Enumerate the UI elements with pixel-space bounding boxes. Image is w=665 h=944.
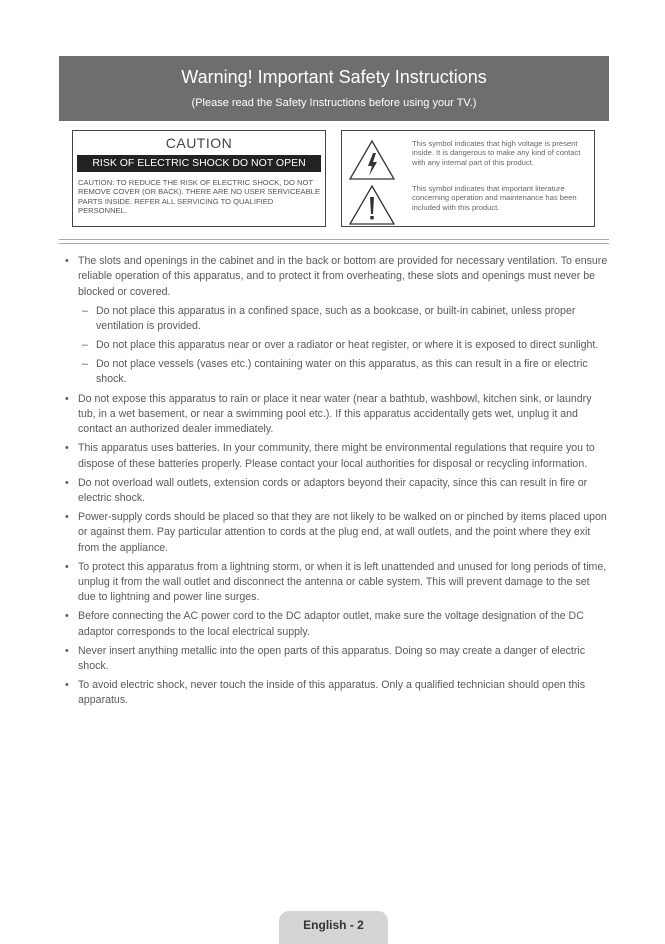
caution-banner: RISK OF ELECTRIC SHOCK DO NOT OPEN xyxy=(77,155,321,172)
bullet: • xyxy=(65,511,69,524)
list-item: • Before connecting the AC power cord to the DC adaptor outlet, make sure the voltage designation of the DC adaptor corresponds to the local electrical supply. xyxy=(65,610,584,638)
dash: – xyxy=(82,358,88,371)
list-item: • Do not expose this apparatus to rain or place it near water (near a bathtub, washbowl, kitchen sink, or laundry tub, in a wet basement, or near a swimming pool etc.). If this apparatus accidentally gets wet, unplug it and contact an authorized dealer immediately. xyxy=(65,392,592,436)
list-item: • To protect this apparatus from a lightning storm, or when it is left unattended and unused for long periods of time, unplug it from the wall outlet and disconnect the antenna or cable system. This will prevent damage to the set due to lightning and power line surges. xyxy=(65,560,607,604)
dash: – xyxy=(82,304,88,317)
page-title: Warning! Important Safety Instructions xyxy=(181,67,487,87)
bullet: • xyxy=(65,644,69,657)
page-subtitle: (Please read the Safety Instructions before using your TV.) xyxy=(191,97,477,109)
high-voltage-symbol-text: This symbol indicates that high voltage is present inside. It is dangerous to make any kind of contact with any internal part of this product. xyxy=(412,139,581,167)
page-number-tab: English - 2 xyxy=(279,911,388,944)
bullet: • xyxy=(65,255,69,267)
bullet: • xyxy=(65,610,69,623)
symbol-explanation-box xyxy=(341,130,595,227)
list-item: • Power-supply cords should be placed so that they are not likely to be walked on or pinched by items placed upon or against them. Pay particular attention to cords at the plug end, at wall outlets, and the point where they exit from the appliance. xyxy=(65,511,607,554)
divider-bottom xyxy=(59,243,609,244)
list-item: • Do not overload wall outlets, extension cords or adaptors beyond their capacity, since this can result in fire or electric shock. xyxy=(65,476,588,504)
sub-list-item: – Do not place this apparatus in a confined space, such as a bookcase, or built-in cabinet, unless proper ventilation is provided. xyxy=(82,304,576,332)
list-item: • To avoid electric shock, never touch the inside of this apparatus. Only a qualified technician should open this apparatus. xyxy=(65,679,586,707)
dash: – xyxy=(82,339,88,352)
bullet: • xyxy=(65,560,69,573)
exclamation-symbol-text: This symbol indicates that important literature concerning operation and maintenance has been included with this product. xyxy=(412,184,577,212)
bullet: • xyxy=(65,679,69,692)
caution-text: CAUTION: TO REDUCE THE RISK OF ELECTRIC SHOCK, DO NOT REMOVE COVER (OR BACK). THERE ARE NO USER SERVICEABLE PARTS INSIDE. REFER ALL SERVICING TO QUALIFIED PERSONNEL. xyxy=(78,178,320,215)
sub-list-item: – Do not place this apparatus near or over a radiator or heat register, or where it is exposed to direct sunlight. xyxy=(59,338,609,353)
bullet: • xyxy=(65,392,69,405)
list-item: • The slots and openings in the cabinet and in the back or bottom are provided for necessary ventilation. To ensure reliable operation of this apparatus, and to protect it from overheating, these slots and openings must never be blocked or covered. xyxy=(65,255,608,298)
sub-list-item: – Do not place vessels (vases etc.) containing water on this apparatus, as this can result in a fire or electric shock. xyxy=(82,358,588,386)
caution-title: CAUTION xyxy=(165,135,233,151)
caution-box xyxy=(72,130,326,227)
exclamation-warning-icon xyxy=(348,184,396,226)
page-header xyxy=(59,56,609,121)
divider-top xyxy=(59,239,609,240)
high-voltage-warning-icon xyxy=(348,139,396,181)
list-item: • Never insert anything metallic into the open parts of this apparatus. Doing so may create a danger of electric shock. xyxy=(65,644,586,673)
bullet: • xyxy=(65,476,69,489)
bullet: • xyxy=(65,442,69,455)
safety-instructions-list xyxy=(59,254,609,713)
list-item: • This apparatus uses batteries. In your community, there might be environmental regulations that require you to dispose of these batteries properly. Please contact your local authorities for disposal or recycling information. xyxy=(65,442,595,470)
